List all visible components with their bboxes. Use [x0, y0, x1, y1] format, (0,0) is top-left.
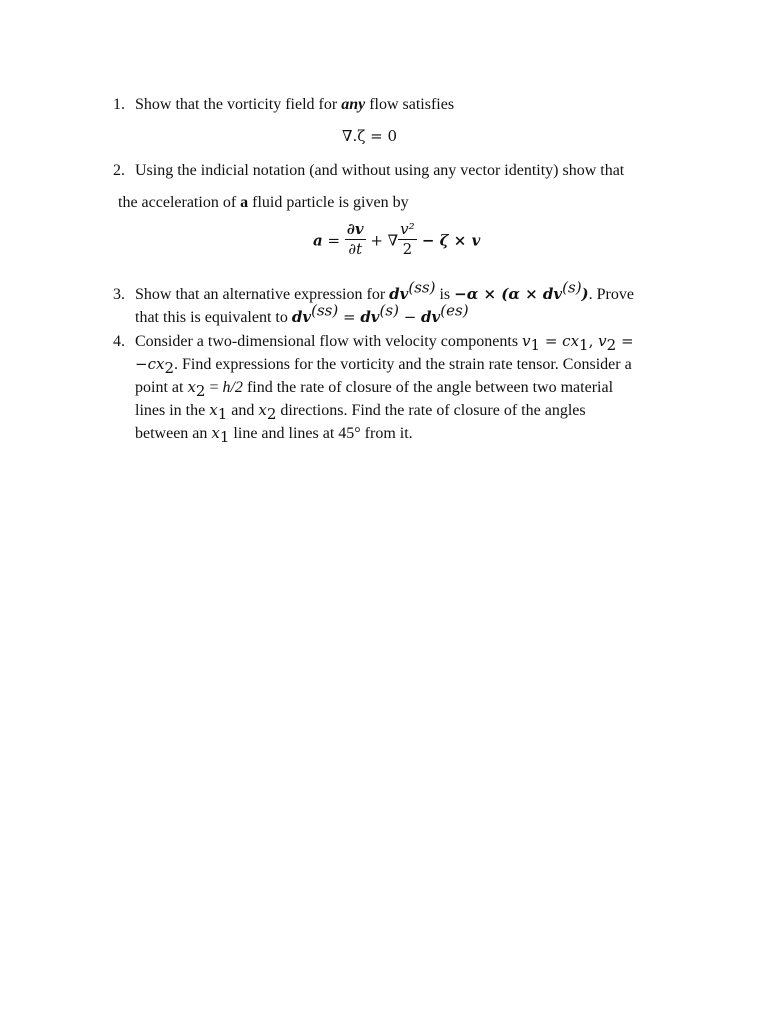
- math-symbol: x: [211, 424, 220, 442]
- equation-divergence-vorticity: [342, 127, 397, 145]
- question-number: 3.: [113, 286, 125, 303]
- math-subscript: 1: [579, 336, 589, 355]
- bold-text: a: [240, 194, 249, 211]
- question-text-line-4: [135, 399, 586, 422]
- math-superscript: (es): [440, 301, 469, 320]
- fraction-numerator: ∂v: [346, 220, 364, 238]
- question-text-line-1: Using the indicial notation (and without using any vector identity) show that: [135, 162, 625, 179]
- text-run: that this is equivalent to: [135, 309, 292, 326]
- math-symbol: = cx: [540, 332, 580, 350]
- fraction-denominator: 2: [402, 240, 413, 258]
- math-superscript: (ss): [408, 278, 436, 297]
- text-run: Consider a two-dimensional flow with velocity components: [135, 333, 523, 350]
- equation-operator: =: [322, 231, 345, 250]
- equation-operator: + ∇: [365, 231, 399, 250]
- text-run: between an: [135, 425, 212, 442]
- text-run: . Find expressions for the vorticity and the strain rate tensor. Consider a: [173, 356, 632, 373]
- text-run: Show that the vorticity field for: [135, 96, 342, 113]
- text-run: and: [227, 402, 259, 419]
- question-number: 1.: [113, 96, 125, 113]
- fraction-numerator: v²: [400, 220, 415, 238]
- math-operator: −: [398, 308, 422, 326]
- math-symbol: x: [187, 378, 196, 396]
- equation-text: ∇.ζ = 0: [342, 127, 398, 145]
- text-run: fluid particle is given by: [248, 194, 409, 211]
- text-run: find the rate of closure of the angle between two material: [242, 379, 614, 396]
- math-subscript: 2: [606, 336, 617, 355]
- math-symbol: x: [209, 401, 218, 419]
- text-run: line and lines at 45° from it.: [229, 425, 413, 442]
- fraction-denominator: ∂t: [348, 240, 363, 258]
- question-number: 4.: [113, 333, 125, 350]
- math-subscript: 2: [266, 405, 277, 424]
- math-symbol: dv: [421, 308, 441, 326]
- math-symbol: v: [598, 332, 607, 350]
- math-symbol: v: [522, 332, 531, 350]
- question-text-line-1: [135, 330, 634, 353]
- math-symbol: dv: [389, 285, 409, 303]
- math-symbol: x: [258, 401, 267, 419]
- question-text-line-2: [118, 191, 409, 214]
- question-text-line-2: [135, 301, 469, 329]
- question-text-line-5: [135, 422, 413, 445]
- math-operator: ,: [588, 332, 599, 350]
- question-number: 2.: [113, 162, 125, 179]
- math-operator: =: [616, 332, 634, 350]
- italic-text: h/2: [222, 379, 243, 396]
- math-superscript: (s): [562, 278, 582, 297]
- question-text-line-3: [135, 376, 613, 399]
- emphasis-text: any: [341, 96, 366, 113]
- math-subscript: 1: [530, 336, 541, 355]
- equation-acceleration: [313, 222, 480, 261]
- math-superscript: (ss): [311, 301, 339, 320]
- math-subscript: 1: [219, 428, 230, 447]
- text-run: Show that an alternative expression for: [135, 286, 390, 303]
- fraction-dv-dt: [345, 220, 366, 259]
- text-run: =: [205, 379, 223, 396]
- math-subscript: 2: [164, 359, 174, 378]
- equation-symbol: − ζ × v: [416, 231, 481, 250]
- equation-symbol: a: [313, 231, 323, 250]
- math-symbol: dv: [291, 308, 312, 326]
- math-subscript: 1: [217, 405, 228, 424]
- math-superscript: (s): [379, 301, 399, 320]
- math-subscript: 2: [195, 382, 206, 401]
- math-symbol: ): [581, 285, 589, 303]
- text-run: flow satisfies: [365, 96, 455, 113]
- text-run: point at: [135, 379, 188, 396]
- question-text-line-2: [135, 353, 632, 376]
- question-text: [135, 93, 454, 116]
- fraction-v2-2: [398, 220, 417, 259]
- text-run: is: [435, 286, 455, 303]
- math-symbol: −α × (α × dv: [454, 285, 563, 303]
- math-operator: =: [338, 308, 361, 326]
- text-run: the acceleration of: [118, 194, 241, 211]
- text-run: . Prove: [588, 286, 634, 303]
- text-run: lines in the: [135, 402, 210, 419]
- math-symbol: dv: [360, 308, 380, 326]
- text-run: directions. Find the rate of closure of the angles: [276, 402, 586, 419]
- math-symbol: −cx: [135, 355, 165, 373]
